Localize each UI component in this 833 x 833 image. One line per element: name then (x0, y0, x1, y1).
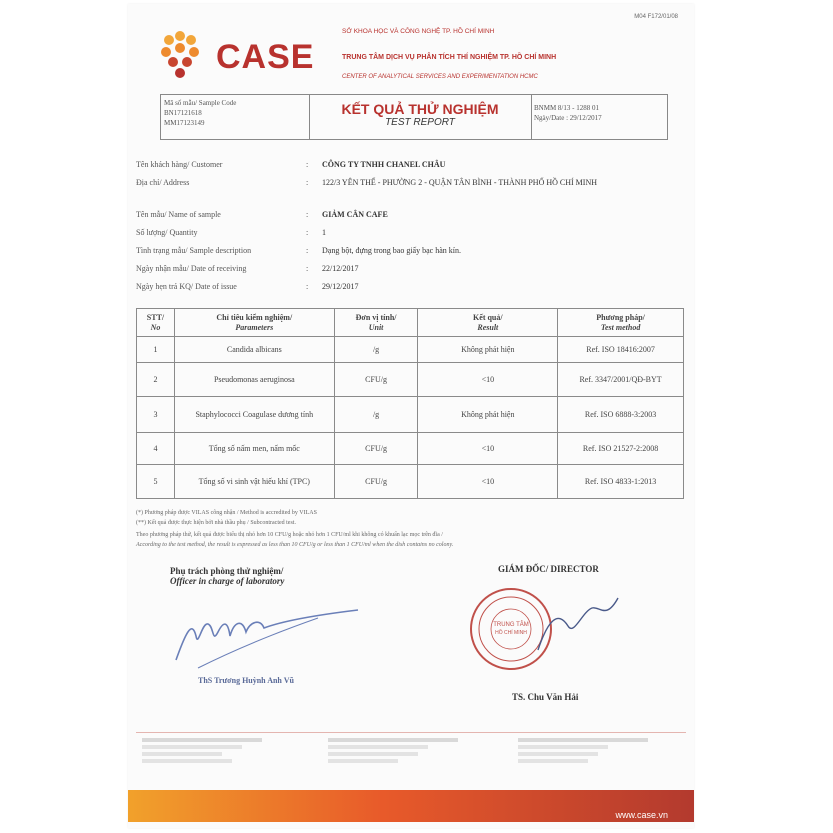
report-number-cell (531, 95, 667, 139)
document-number: M04 F172/01/08 (634, 14, 678, 20)
info-colon: : (306, 228, 309, 237)
cell-no: 5 (137, 465, 175, 499)
footer-text-line (328, 759, 398, 763)
info-colon: : (306, 210, 309, 219)
table-row (137, 465, 684, 499)
table-row (137, 363, 684, 397)
cell-result: <10 (418, 465, 558, 499)
director-name: TS. Chu Văn Hải (512, 692, 579, 702)
cell-no: 2 (137, 363, 175, 397)
footer-text-line (328, 738, 458, 742)
header-en: Test method (600, 322, 641, 332)
brand-name: CASE (216, 38, 315, 76)
note-vilas: (*) Phương pháp được VILAS công nhận / Method is accredited by VILAS (136, 510, 317, 516)
officer-signature (168, 592, 368, 672)
info-colon: : (306, 246, 309, 255)
table-row (137, 337, 684, 363)
title-cell (309, 95, 532, 139)
report-header-box (160, 94, 668, 140)
header-vi: Chỉ tiêu kiểm nghiệm/ (216, 312, 293, 322)
info-colon: : (306, 178, 309, 187)
footer-text-line (142, 738, 262, 742)
org-line-1: SỞ KHOA HỌC VÀ CÔNG NGHỆ TP. HỒ CHÍ MINH (342, 28, 495, 35)
footer-text-line (142, 745, 242, 749)
cell-method: Ref. 3347/2001/QĐ-BYT (558, 363, 684, 397)
info-value: 29/12/2017 (322, 282, 359, 291)
footer-text-line (518, 752, 598, 756)
sample-code-1: BN17121618 (164, 109, 202, 117)
cell-no: 3 (137, 397, 175, 433)
info-label: Ngày hẹn trả KQ/ Date of issue (136, 282, 237, 291)
info-label: Số lượng/ Quantity (136, 228, 198, 237)
report-number: BNMM 8/13 - 1288 01 (534, 104, 599, 112)
sample-code-label: Mã số mẫu/ Sample Code (164, 99, 237, 107)
info-label: Tình trạng mẫu/ Sample description (136, 246, 252, 255)
cell-method: Ref. ISO 6888-3:2003 (558, 397, 684, 433)
info-colon: : (306, 160, 309, 169)
header-vi: Kết quả/ (473, 312, 503, 322)
cell-result: <10 (418, 363, 558, 397)
info-colon: : (306, 264, 309, 273)
header-unit (334, 309, 418, 337)
footer-col-2 (328, 738, 478, 763)
cell-method: Ref. ISO 21527-2:2008 (558, 433, 684, 465)
cell-method: Ref. ISO 4833-1:2013 (558, 465, 684, 499)
note-method-en: According to the test method, the result is expressed as less than 10 CFU/g or less than 1 CFU/ml when the dish contains no colony. (136, 542, 454, 548)
cell-no: 1 (137, 337, 175, 363)
info-value: Dạng bột, đựng trong bao giấy bạc hàn kín. (322, 246, 461, 255)
cell-no: 4 (137, 433, 175, 465)
header-en: No (150, 322, 161, 332)
header-vi: Đơn vị tính/ (355, 312, 397, 322)
org-line-2: TRUNG TÂM DỊCH VỤ PHÂN TÍCH THÍ NGHIỆM TP. HỒ CHÍ MINH (342, 54, 557, 61)
cell-result: <10 (418, 433, 558, 465)
director-signature (528, 590, 628, 660)
cell-method: Ref. ISO 18416:2007 (558, 337, 684, 363)
cell-result: Không phát hiện (418, 337, 558, 363)
case-logo-icon (156, 30, 206, 80)
header-en: Result (477, 322, 499, 332)
svg-text:TRUNG TÂM: TRUNG TÂM (493, 622, 529, 628)
officer-name: ThS Trương Huỳnh Anh Vũ (198, 676, 294, 685)
director-title: GIÁM ĐỐC/ DIRECTOR (498, 564, 599, 574)
info-label: Tên mẫu/ Name of sample (136, 210, 221, 219)
header-en: Unit (368, 322, 384, 332)
cell-unit: CFU/g (334, 433, 418, 465)
results-table (136, 308, 684, 499)
header-en: Parameters (235, 322, 274, 332)
cell-unit: CFU/g (334, 465, 418, 499)
report-title: KẾT QUẢ THỬ NGHIỆM (341, 101, 499, 117)
header-no (137, 309, 175, 337)
cell-parameter: Tổng số nấm men, nấm mốc (174, 433, 334, 465)
footer-text-line (328, 745, 428, 749)
note-method-vi: Theo phương pháp thử, kết quả được biểu thị nhỏ hơn 10 CFU/g hoặc nhỏ hơn 1 CFU/ml khi không có khuẩn lạc mọc trên đĩa / (136, 532, 443, 538)
svg-text:HỒ CHÍ MINH: HỒ CHÍ MINH (495, 630, 527, 636)
cell-parameter: Candida albicans (174, 337, 334, 363)
info-label: Ngày nhận mẫu/ Date of receiving (136, 264, 247, 273)
footer-text-line (518, 759, 588, 763)
footer-col-1 (142, 738, 292, 763)
website-link[interactable]: www.case.vn (615, 810, 668, 820)
note-subcontract: (**) Kết quả được thực hiện bởi nhà thầu phụ / Subcontracted test. (136, 520, 296, 526)
cell-unit: /g (334, 337, 418, 363)
header-vi: Phương pháp/ (596, 312, 645, 322)
info-colon: : (306, 282, 309, 291)
footer-col-3 (518, 738, 668, 763)
org-line-english: CENTER OF ANALYTICAL SERVICES AND EXPERIMENTATION HCMC (342, 74, 538, 80)
header-method (558, 309, 684, 337)
table-row (137, 397, 684, 433)
officer-title-en: Officer in charge of laboratory (170, 576, 285, 586)
info-value: GIẢM CÂN CAFE (322, 210, 388, 219)
cell-parameter: Tổng số vi sinh vật hiếu khí (TPC) (174, 465, 334, 499)
footer-text-line (142, 752, 222, 756)
report-title-english: TEST REPORT (385, 117, 455, 128)
info-value: 22/12/2017 (322, 264, 359, 273)
header-vi: STT/ (146, 312, 165, 322)
footer-text-line (518, 745, 608, 749)
table-header-row (137, 309, 684, 337)
cell-unit: CFU/g (334, 363, 418, 397)
footer-text-line (328, 752, 418, 756)
cell-unit: /g (334, 397, 418, 433)
cell-result: Không phát hiện (418, 397, 558, 433)
footer-text-line (518, 738, 648, 742)
info-value: 122/3 YÊN THẾ - PHƯỜNG 2 - QUẬN TÂN BÌNH - THÀNH PHỐ HỒ CHÍ MINH (322, 178, 598, 187)
info-label: Địa chỉ/ Address (136, 178, 190, 187)
header-result (418, 309, 558, 337)
footer-divider (136, 732, 686, 733)
cell-parameter: Pseudomonas aeruginosa (174, 363, 334, 397)
sample-code-2: MM17123149 (164, 119, 205, 127)
footer-text-line (142, 759, 232, 763)
officer-title-vi: Phụ trách phòng thử nghiệm/ (170, 566, 284, 576)
test-report-page (128, 4, 694, 828)
sample-code-cell (161, 95, 310, 139)
header-parameters (174, 309, 334, 337)
cell-parameter: Staphylococci Coagulase dương tính (174, 397, 334, 433)
info-value: 1 (322, 228, 326, 237)
footer-color-band (128, 790, 694, 822)
info-label: Tên khách hàng/ Customer (136, 160, 223, 169)
info-value: CÔNG TY TNHH CHANEL CHÂU (322, 160, 446, 169)
officer-title (170, 566, 284, 586)
table-row (137, 433, 684, 465)
report-date: Ngày/Date : 29/12/2017 (534, 114, 602, 122)
